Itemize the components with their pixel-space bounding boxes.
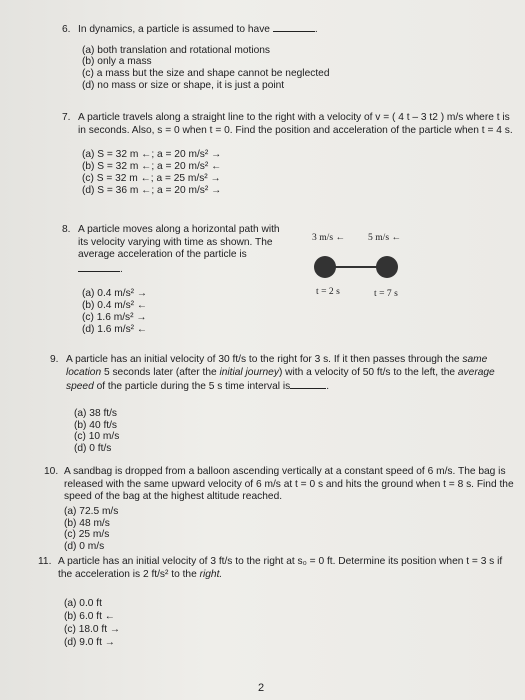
option-c: (c) 18.0 ft → <box>64 624 121 636</box>
question-stem-line-2b: ) with a velocity of 50 ft/s to the left, the <box>278 366 458 378</box>
question-stem-line-2: in seconds. Also, s = 0 when t = 0. Find the position and acceleration of the particle when t = 4 s. <box>78 124 513 136</box>
option-c: (c) a mass but the size and shape cannot be neglected <box>82 68 330 80</box>
emphasis-location: location <box>66 366 102 378</box>
option-b: (b) 48 m/s <box>64 517 110 529</box>
option-d: (d) 1.6 m/s² ← <box>82 323 148 335</box>
question-number: 6. <box>62 24 71 35</box>
option-d: (d) 0 m/s <box>64 541 105 553</box>
option-b: (b) only a mass <box>82 56 152 68</box>
velocity-label-1: 3 m/s ← <box>312 232 346 243</box>
question-stem-line-2: released with the same upward velocity of 6 m/s at t = 0 s and hits the ground when t = 8 s. Find the <box>64 478 514 490</box>
option-d: (d) 9.0 ft → <box>64 637 115 649</box>
question-stem-line-3: of the particle during the 5 s time interval is <box>93 381 291 393</box>
option-b: (b) 6.0 ft ← <box>64 611 115 623</box>
question-stem: In dynamics, a particle is assumed to have <box>78 24 270 35</box>
option-a: (a) 38 ft/s <box>74 407 118 419</box>
question-stem-line-1: A particle has an initial velocity of 3 ft/s to the right at s₀ = 0 ft. Determine its position when t = 3 s if <box>58 556 503 567</box>
option-c: (c) 10 m/s <box>74 431 120 443</box>
options-list <box>82 288 302 335</box>
answer-blank <box>78 262 120 272</box>
question-8: 8. A particle moves along a horizontal path with its velocity varying with time as shown. The average acceleration of the particle is . (a) 0.4 m/s² → (b) 0.4 m/s² ← (c) 1.6 m/s² → (d) 1.6 m/s² ← <box>62 224 302 336</box>
velocity-label-2: 5 m/s ← <box>368 232 402 243</box>
option-c: (c) S = 32 m ←; a = 25 m/s² → <box>82 172 221 184</box>
options-list <box>82 149 522 196</box>
answer-blank <box>273 22 315 32</box>
option-c: (c) 25 m/s <box>64 529 110 541</box>
option-d: (d) 0 ft/s <box>74 443 112 455</box>
option-b: (b) 40 ft/s <box>74 419 118 431</box>
question-11 <box>38 556 520 649</box>
time-label-2: t = 7 s <box>374 288 398 299</box>
question-10 <box>44 466 520 553</box>
option-a: (a) S = 32 m ←; a = 20 m/s² → <box>82 149 222 161</box>
option-b: (b) 0.4 m/s² ← <box>82 300 148 312</box>
option-a: (a) 0.0 ft <box>64 598 102 610</box>
question-stem-line-1: A particle has an initial velocity of 30 ft/s to the right for 3 s. If it then passes through the <box>66 354 463 365</box>
particle-position-1 <box>314 256 336 278</box>
question-stem-line-1: A particle travels along a straight line to the right with a velocity of v = ( 4 t – 3 t2 ) m/s where t is <box>78 112 510 123</box>
emphasis-initial-journey: initial journey <box>219 366 279 378</box>
option-d: (d) no mass or size or shape, it is just a point <box>82 79 285 91</box>
question-stem-line-2: its velocity varying with time as shown. The <box>78 236 273 248</box>
particle-position-2 <box>376 256 398 278</box>
question-number: 10. <box>44 466 59 477</box>
option-a: (a) both translation and rotational motions <box>82 44 271 56</box>
page-number: 2 <box>258 682 265 694</box>
emphasis-average: average <box>457 366 495 378</box>
question-number: 8. <box>62 224 71 235</box>
question-6: 6. In dynamics, a particle is assumed to have . (a) both translation and rotational motions (b) only a mass (c) a mass but the size and shape cannot be neglected (d) no mass or size or shape, it is just a point <box>62 22 482 92</box>
options-list <box>64 597 520 649</box>
time-label-1: t = 2 s <box>316 286 340 297</box>
option-b: (b) S = 32 m ←; a = 20 m/s² ← <box>82 160 222 172</box>
option-c: (c) 1.6 m/s² → <box>82 311 147 323</box>
question-number: 11. <box>38 556 52 567</box>
options-list <box>74 408 520 455</box>
emphasis-same: same <box>462 354 488 365</box>
option-d: (d) S = 36 m ←; a = 20 m/s² → <box>82 184 222 196</box>
question-number: 7. <box>62 112 71 123</box>
question-stem-line-1: A particle moves along a horizontal path with <box>78 224 280 235</box>
question-stem-line-3: average acceleration of the particle is <box>78 249 247 261</box>
answer-blank <box>290 379 326 389</box>
question-stem-line-3: speed of the bag at the highest altitude reached. <box>64 491 283 503</box>
option-a: (a) 72.5 m/s <box>64 505 119 517</box>
question-stem-line-1: A sandbag is dropped from a balloon ascending vertically at a constant speed of 6 m/s. The bag is <box>64 466 506 477</box>
emphasis-right: right. <box>199 568 223 580</box>
option-a: (a) 0.4 m/s² → <box>82 288 148 300</box>
question-stem-line-2: the acceleration is 2 ft/s² to the <box>58 568 200 580</box>
emphasis-speed: speed <box>66 381 94 393</box>
question-7 <box>62 112 522 196</box>
question-stem-line-2a: 5 seconds later (after the <box>101 366 220 378</box>
options-list <box>64 506 520 553</box>
options-list <box>82 45 482 92</box>
question-number: 9. <box>50 354 59 365</box>
question-9: 9. A particle has an initial velocity of 30 ft/s to the right for 3 s. If it then passes through the same location 5 seconds later (after the initial journey) with a velocity of 50 ft/s to the left, the average speed of the particle during the 5 s time interval is . (a) 38 ft/s (b) 40 ft/s (c) 10 m/s (d) 0 ft/s <box>50 354 520 455</box>
velocity-diagram <box>300 230 420 300</box>
